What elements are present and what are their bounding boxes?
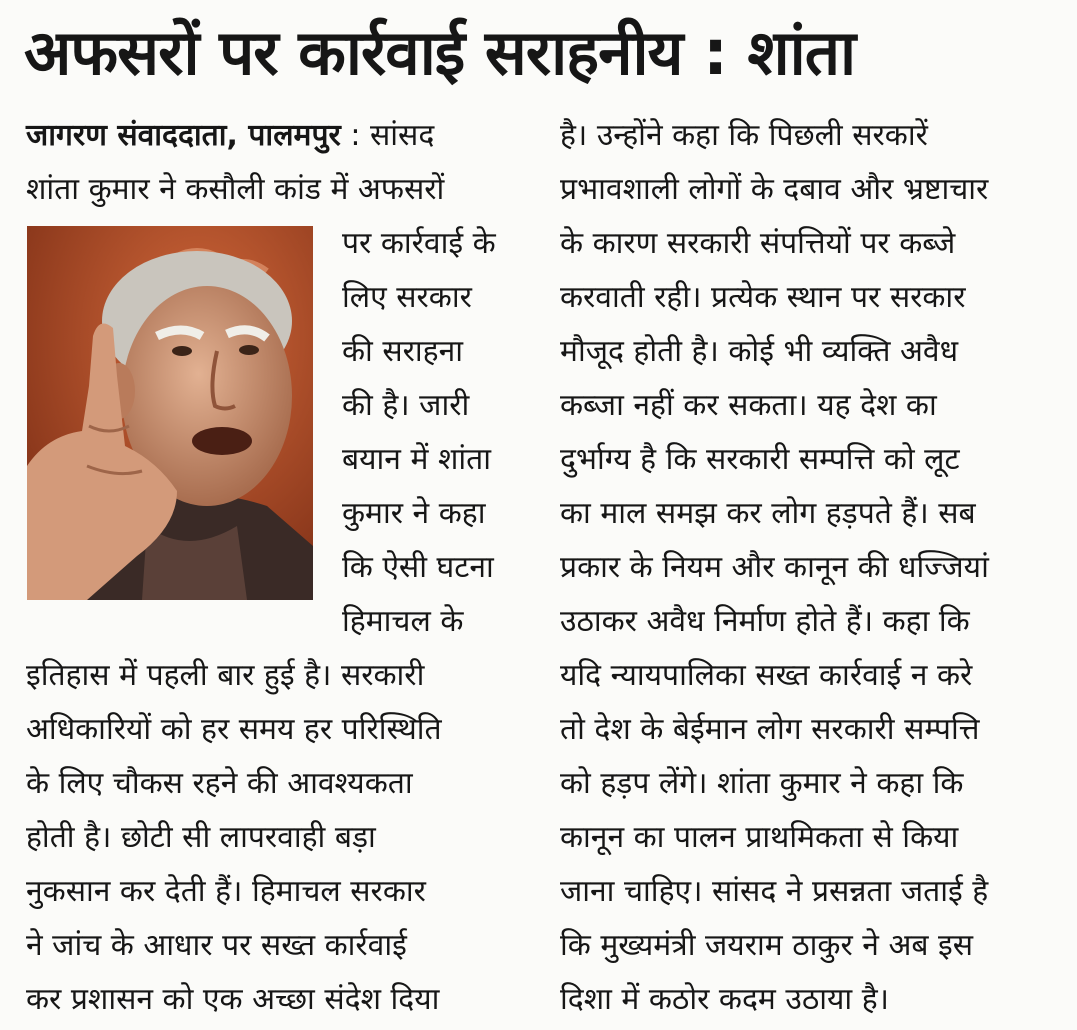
col1-line: बयान में शांता: [342, 442, 492, 477]
col1-line: ने जांच के आधार पर सख्त कार्रवाई: [26, 928, 407, 963]
col1-line: की है। जारी: [342, 388, 470, 423]
headline: अफसरों पर कार्रवाई सराहनीय : शांता: [24, 16, 856, 89]
byline-line: [26, 116, 434, 156]
col2-line: जाना चाहिए। सांसद ने प्रसन्नता जताई है: [560, 874, 989, 909]
col1-line: पर कार्रवाई के: [342, 226, 496, 261]
col2-line: करवाती रही। प्रत्येक स्थान पर सरकार: [560, 280, 966, 315]
col1-line: कर प्रशासन को एक अच्छा संदेश दिया: [26, 982, 440, 1017]
col2-line: है। उन्होंने कहा कि पिछली सरकारें: [560, 118, 928, 153]
col2-line: का माल समझ कर लोग हड़पते हैं। सब: [560, 496, 976, 531]
col2-line: कि मुख्यमंत्री जयराम ठाकुर ने अब इस: [560, 928, 974, 963]
col1-line: की सराहना: [342, 334, 464, 369]
col2-line: तो देश के बेईमान लोग सरकारी सम्पत्ति: [560, 712, 980, 747]
col2-line: मौजूद होती है। कोई भी व्यक्ति अवैध: [560, 334, 959, 369]
col2-line: दुर्भाग्य है कि सरकारी सम्पत्ति को लूट: [560, 442, 960, 477]
col1-line: नुकसान कर देती हैं। हिमाचल सरकार: [26, 874, 426, 909]
col1-line: होती है। छोटी सी लापरवाही बड़ा: [26, 820, 376, 855]
col1-line: शांता कुमार ने कसौली कांड में अफसरों: [26, 172, 445, 207]
col2-line: दिशा में कठोर कदम उठाया है।: [560, 982, 890, 1017]
col1-line: सांसद: [370, 118, 435, 153]
col2-line: कब्जा नहीं कर सकता। यह देश का: [560, 388, 937, 423]
col2-line: के कारण सरकारी संपत्तियों पर कब्जे: [560, 226, 956, 261]
col1-line: लिए सरकार: [342, 280, 472, 315]
col2-line: उठाकर अवैध निर्माण होते हैं। कहा कि: [560, 604, 970, 639]
col1-line: कि ऐसी घटना: [342, 550, 494, 585]
portrait-illustration: [27, 226, 313, 600]
byline-separator: :: [340, 118, 361, 153]
col2-line: को हड़प लेंगे। शांता कुमार ने कहा कि: [560, 766, 964, 801]
col2-line: प्रभावशाली लोगों के दबाव और भ्रष्टाचार: [560, 172, 989, 207]
col2-line: प्रकार के नियम और कानून की धज्जियां: [560, 550, 989, 585]
byline: जागरण संवाददाता, पालमपुर: [26, 118, 341, 153]
col1-line: इतिहास में पहली बार हुई है। सरकारी: [26, 658, 425, 693]
col1-line: कुमार ने कहा: [342, 496, 486, 531]
col1-line: हिमाचल के: [342, 604, 464, 639]
portrait-photo: [27, 226, 313, 600]
col2-line: कानून का पालन प्राथमिकता से किया: [560, 820, 959, 855]
col1-line: के लिए चौकस रहने की आवश्यकता: [26, 766, 413, 801]
col2-line: यदि न्यायपालिका सख्त कार्रवाई न करे: [560, 658, 973, 693]
col1-line: अधिकारियों को हर समय हर परिस्थिति: [26, 712, 442, 747]
